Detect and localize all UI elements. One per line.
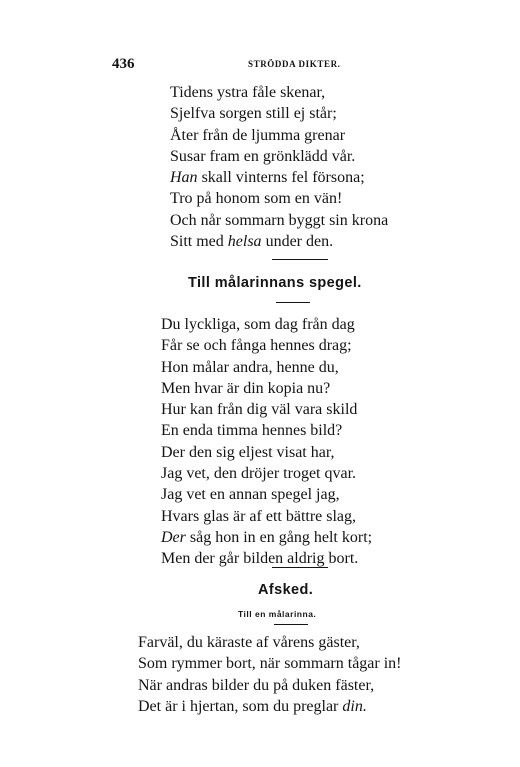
poem-line: Jag vet en annan spegel jag,	[161, 486, 340, 504]
poem-line-text: skall vinterns fel försona;	[201, 169, 365, 187]
poem-line: Farväl, du käraste af vårens gäster,	[138, 634, 360, 651]
poem-line: Sjelfva sorgen still ej står;	[170, 105, 337, 123]
poem-line-text: Sitt med	[170, 233, 228, 251]
poem-3-stanza	[138, 632, 402, 717]
italic-word: Der	[161, 528, 186, 546]
poem-line: Som rymmer bort, när sommarn tågar in!	[138, 655, 402, 673]
poem-line: Men hvar är din kopia nu?	[161, 379, 331, 397]
poem-2-title: Till målarinnans spegel.	[188, 275, 362, 291]
running-head: STRÖDDA DIKTER.	[248, 59, 341, 69]
poem-line: Åter från de ljumma grenar	[170, 126, 346, 144]
poem-2-stanza	[161, 314, 372, 570]
poem-line	[161, 527, 372, 548]
poem-line: Får se och fånga hennes drag;	[161, 337, 352, 355]
poem-line: Hon målar andra, henne du,	[161, 358, 339, 376]
italic-word: Han	[170, 169, 198, 187]
section-divider	[272, 567, 328, 568]
poem-3-title: Afsked.	[258, 582, 314, 598]
italic-word: helsa	[227, 233, 262, 251]
poem-line: Tidens ystra fåle skenar,	[170, 84, 326, 101]
section-divider	[272, 259, 328, 260]
poem-line: Och når sommarn byggt sin krona	[170, 211, 389, 229]
poem-line	[138, 696, 402, 717]
poem-line: Der den sig eljest visat har,	[161, 443, 335, 461]
title-divider	[274, 624, 308, 625]
poem-line: En enda timma hennes bild?	[161, 422, 343, 440]
italic-word: din.	[342, 697, 367, 715]
poem-line-text: under den.	[261, 233, 334, 251]
poem-line-text: Det är i hjertan, som du preglar	[138, 697, 343, 715]
title-divider	[276, 302, 310, 303]
poem-1-stanza	[170, 82, 388, 252]
poem-line: När andras bilder du på duken fäster,	[138, 676, 375, 694]
poem-line: Susar fram en grönklädd vår.	[170, 147, 356, 165]
poem-line-text: såg hon in en gång helt kort;	[185, 528, 373, 546]
page-number: 436	[112, 56, 135, 72]
poem-line	[170, 167, 388, 188]
poem-line: Tro på honom som en vän!	[170, 190, 343, 208]
poem-line: Du lyckliga, som dag från dag	[161, 316, 355, 333]
poem-line	[170, 231, 388, 252]
poem-line: Jag vet, den dröjer troget qvar.	[161, 465, 357, 483]
poem-line: Hur kan från dig väl vara skild	[161, 401, 358, 419]
poem-line: Hvars glas är af ett bättre slag,	[161, 507, 357, 525]
poem-line: Men der går bilden aldrig bort.	[161, 550, 359, 568]
poem-3-subtitle: Till en målarinna.	[238, 609, 317, 619]
